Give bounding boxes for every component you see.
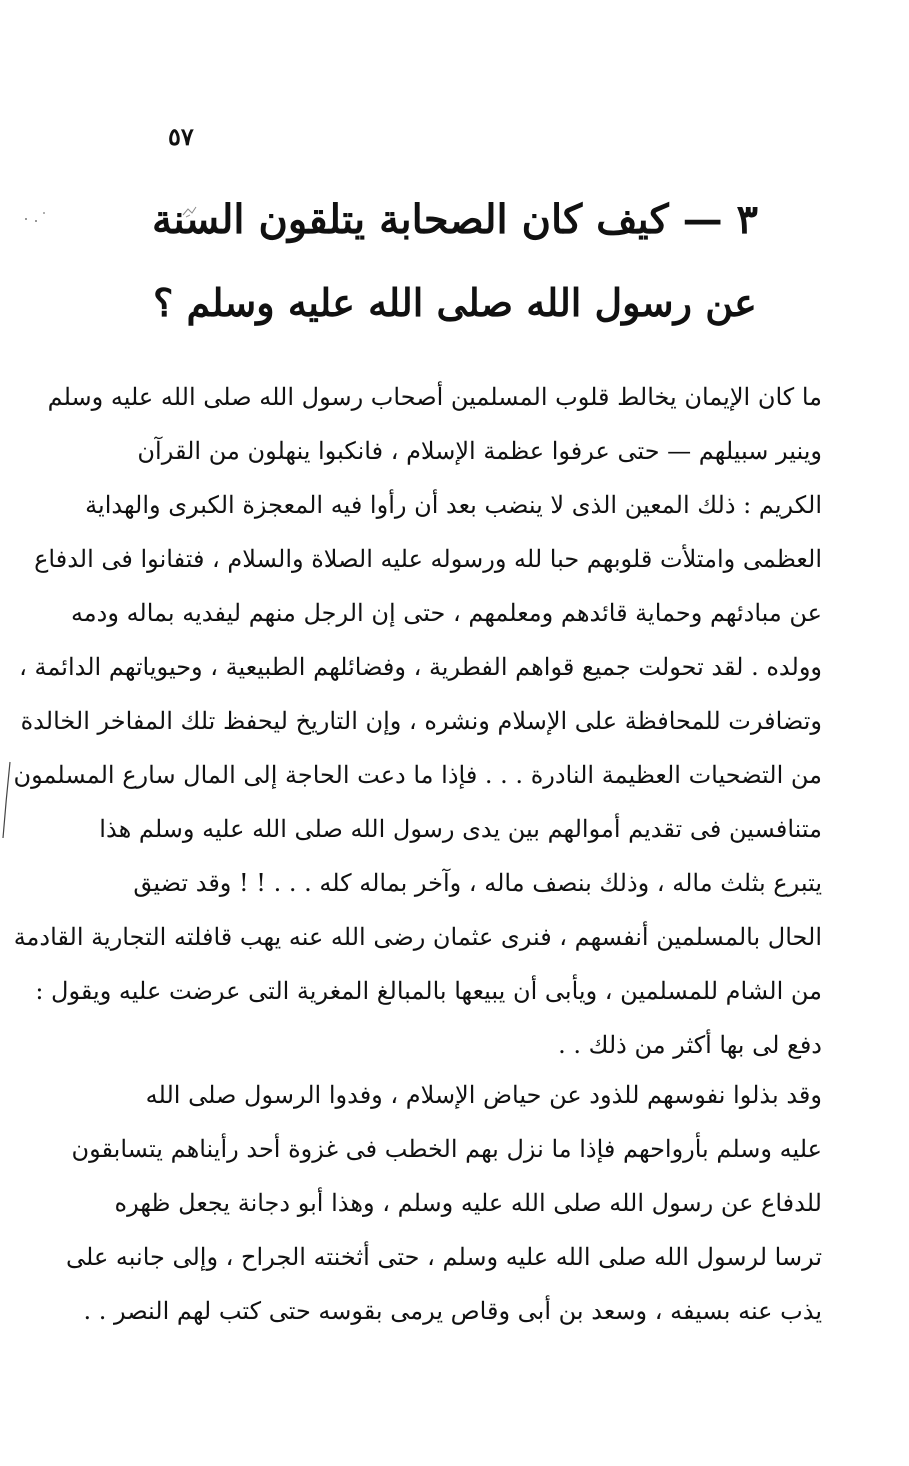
margin-dots <box>20 205 50 235</box>
chapter-subtitle: عن رسول الله صلى الله عليه وسلم ؟ <box>153 280 757 325</box>
text-line: الحال بالمسلمين أنفسهم ، فنرى عثمان رضى الله عنه يهب قافلته التجارية القادمة <box>13 923 822 951</box>
text-line: عليه وسلم بأرواحهم فإذا ما نزل بهم الخطب فى غزوة أحد رأيناهم يتسابقون <box>71 1135 822 1163</box>
text-line: ترسا لرسول الله صلى الله عليه وسلم ، حتى أثخنته الجراح ، وإلى جانبه على <box>66 1243 822 1271</box>
paragraph-1 <box>13 370 822 1072</box>
text-line: يذب عنه بسيفه ، وسعد بن أبى وقاص يرمى بقوسه حتى كتب لهم النصر . . <box>83 1297 822 1325</box>
text-line: ما كان الإيمان يخالط قلوب المسلمين أصحاب رسول الله صلى الله عليه وسلم <box>47 383 822 411</box>
paragraph-2 <box>66 1068 822 1338</box>
text-line: دفع لى بها أكثر من ذلك . . <box>558 1031 822 1059</box>
text-line: متنافسين فى تقديم أموالهم بين يدى رسول الله صلى الله عليه وسلم هذا <box>99 815 822 843</box>
margin-line <box>0 760 14 840</box>
text-line: يتبرع بثلث ماله ، وذلك بنصف ماله ، وآخر بماله كله . . . ! ! وقد تضيق <box>133 869 822 897</box>
text-line: وقد بذلوا نفوسهم للذود عن حياض الإسلام ، وفدوا الرسول صلى الله <box>145 1081 822 1109</box>
text-line: من الشام للمسلمين ، ويأبى أن يبيعها بالمبالغ المغرية التى عرضت عليه ويقول : <box>35 977 822 1005</box>
text-line: وينير سبيلهم — حتى عرفوا عظمة الإسلام ، فانكبوا ينهلون من القرآن <box>137 437 822 465</box>
text-line: وولده . لقد تحولت جميع قواهم الفطرية ، وفضائلهم الطبيعية ، وحيوياتهم الدائمة ، <box>19 653 822 681</box>
text-line: العظمى وامتلأت قلوبهم حبا لله ورسوله عليه الصلاة والسلام ، فتفانوا فى الدفاع <box>34 545 822 573</box>
page-number: ٥٧ <box>168 122 194 151</box>
chapter-title: ٣ — كيف كان الصحابة يتلقون السنة <box>152 196 758 243</box>
text-line: الكريم : ذلك المعين الذى لا ينضب بعد أن رأوا فيه المعجزة الكبرى والهداية <box>85 491 822 519</box>
text-line: وتضافرت للمحافظة على الإسلام ونشره ، وإن التاريخ ليحفظ تلك المفاخر الخالدة <box>20 707 822 735</box>
text-line: عن مبادئهم وحماية قائدهم ومعلمهم ، حتى إن الرجل منهم ليفديه بماله ودمه <box>70 599 822 627</box>
text-line: للدفاع عن رسول الله صلى الله عليه وسلم ، وهذا أبو دجانة يجعل ظهره <box>114 1189 822 1217</box>
text-line: من التضحيات العظيمة النادرة . . . فإذا ما دعت الحاجة إلى المال سارع المسلمون <box>13 761 822 789</box>
